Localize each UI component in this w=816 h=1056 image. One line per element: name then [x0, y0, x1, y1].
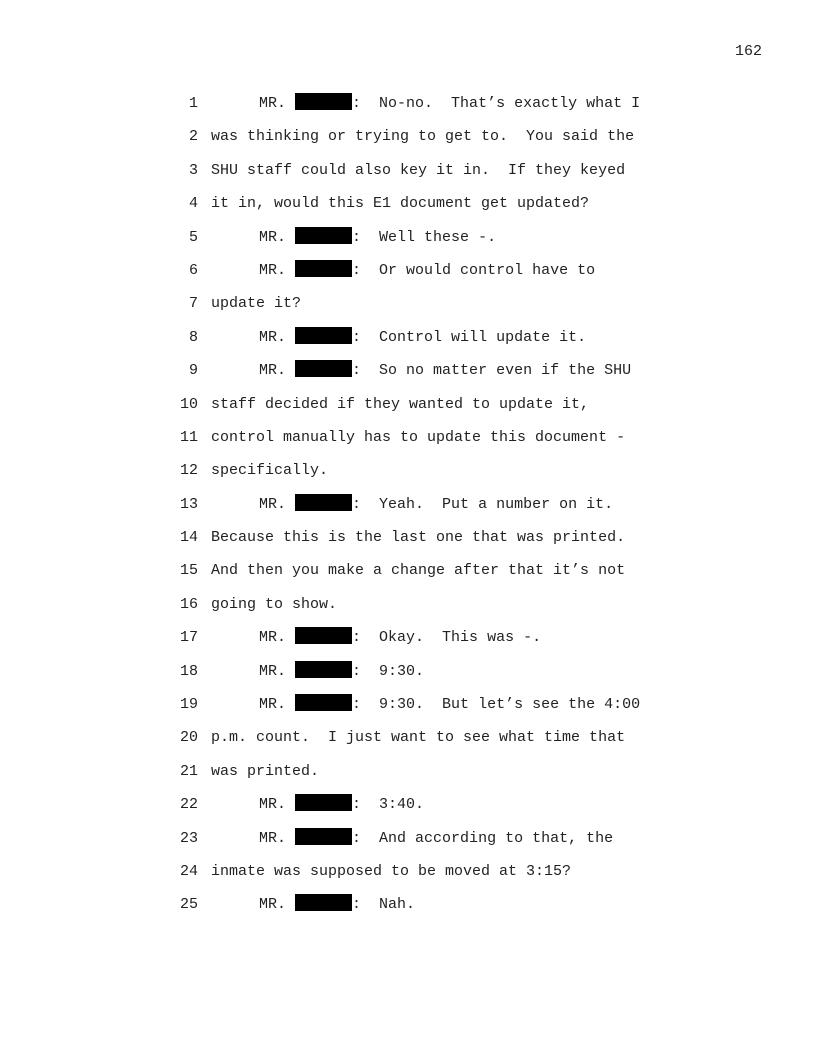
line-number: 18: [179, 662, 198, 680]
transcript-line: [0, 254, 816, 287]
line-number: 25: [179, 896, 198, 914]
redaction-box: [295, 794, 352, 811]
page-number: 162: [734, 43, 762, 60]
redaction-box: [295, 694, 352, 711]
spoken-text: control manually has to update this document -: [211, 428, 626, 446]
line-text: [211, 588, 337, 621]
transcript-line: [0, 554, 816, 587]
line-text: [211, 755, 319, 788]
transcript-line: [0, 354, 816, 387]
spoken-text: update it?: [211, 295, 302, 313]
line-text: MR. : Well these -.: [259, 228, 497, 246]
transcript-line: [0, 621, 816, 654]
speaker-label: MR.: [259, 495, 287, 513]
speaker-label: MR.: [259, 796, 287, 814]
speaker-label: MR.: [259, 629, 287, 647]
transcript-line: [0, 588, 816, 621]
transcript-body: [0, 87, 816, 922]
transcript-line: [0, 321, 816, 354]
line-number: 5: [188, 228, 198, 246]
redaction-box: [295, 93, 352, 110]
speaker-label: MR.: [259, 662, 287, 680]
line-text: MR. : 9:30. But let’s see the 4:00: [259, 696, 641, 714]
spoken-text: was thinking or trying to get to. You said the: [211, 128, 635, 146]
spoken-text: going to show.: [211, 595, 338, 613]
speaker-label: MR.: [259, 829, 287, 847]
redaction-box: [295, 894, 352, 911]
spoken-text: 9:30.: [379, 662, 425, 680]
line-text: [211, 855, 571, 888]
spoken-text: specifically.: [211, 462, 329, 480]
transcript-line: [0, 788, 816, 821]
redaction-box: [295, 627, 352, 644]
line-number: 1: [188, 95, 198, 112]
spoken-text: SHU staff could also key it in. If they keyed: [211, 161, 626, 179]
transcript-line: [0, 488, 816, 521]
line-number: 13: [179, 495, 198, 513]
line-text: [211, 554, 625, 587]
redaction-box: [295, 828, 352, 845]
spoken-text: p.m. count. I just want to see what time that: [211, 729, 626, 747]
line-number: 4: [188, 195, 198, 213]
line-number: 7: [188, 295, 198, 313]
line-number: 24: [179, 862, 198, 880]
line-number: 23: [179, 829, 198, 847]
line-number: 6: [188, 261, 198, 279]
transcript-line: [0, 855, 816, 888]
line-number: 20: [179, 729, 198, 747]
speaker-label: MR.: [259, 896, 287, 914]
line-number: 10: [179, 395, 198, 413]
line-number: 14: [179, 529, 198, 547]
redaction-box: [295, 661, 352, 678]
transcript-line: [0, 421, 816, 454]
transcript-line: [0, 755, 816, 788]
redaction-box: [295, 494, 352, 511]
line-number: 12: [179, 462, 198, 480]
line-number: 3: [188, 161, 198, 179]
redaction-box: [295, 227, 352, 244]
line-text: MR. : 9:30.: [259, 662, 425, 680]
speaker-label: MR.: [259, 696, 287, 714]
spoken-text: it in, would this E1 document get updated?: [211, 195, 590, 213]
redaction-box: [295, 327, 352, 344]
transcript-line: [0, 87, 816, 120]
line-text: MR. : And according to that, the: [259, 829, 614, 847]
line-number: 9: [188, 362, 198, 380]
line-text: [211, 388, 589, 421]
spoken-text: No-no. That’s exactly what I: [379, 95, 641, 112]
line-text: [211, 454, 328, 487]
line-text: MR. : Yeah. Put a number on it.: [259, 495, 614, 513]
line-number: 21: [179, 762, 198, 780]
transcript-line: [0, 154, 816, 187]
transcript-line: [0, 521, 816, 554]
spoken-text: staff decided if they wanted to update it,: [211, 395, 590, 413]
transcript-line: [0, 655, 816, 688]
spoken-text: Because this is the last one that was printed.: [211, 529, 626, 547]
line-number: 17: [179, 629, 198, 647]
spoken-text: So no matter even if the SHU: [379, 362, 632, 380]
line-text: [211, 421, 625, 454]
spoken-text: 3:40.: [379, 796, 425, 814]
line-number: 16: [179, 595, 198, 613]
transcript-line: [0, 120, 816, 153]
line-number: 11: [179, 428, 198, 446]
spoken-text: inmate was supposed to be moved at 3:15?: [211, 862, 572, 880]
line-text: [211, 120, 634, 153]
line-text: [211, 187, 589, 220]
line-number: 15: [179, 562, 198, 580]
line-text: MR. : Okay. This was -.: [259, 629, 542, 647]
line-number: 2: [188, 128, 198, 146]
transcript-line: [0, 287, 816, 320]
spoken-text: Yeah. Put a number on it.: [379, 495, 614, 513]
redaction-box: [295, 360, 352, 377]
line-number: 8: [188, 328, 198, 346]
spoken-text: Or would control have to: [379, 261, 596, 279]
transcript-line: [0, 221, 816, 254]
spoken-text: Okay. This was -.: [379, 629, 542, 647]
transcript-line: [0, 688, 816, 721]
speaker-label: MR.: [259, 362, 287, 380]
line-text: MR. : Control will update it.: [259, 328, 587, 346]
line-text: [211, 154, 625, 187]
spoken-text: Control will update it.: [379, 328, 587, 346]
transcript-line: [0, 187, 816, 220]
line-text: MR. : No-no. That’s exactly what I: [259, 95, 641, 112]
speaker-label: MR.: [259, 261, 287, 279]
transcript-line: [0, 721, 816, 754]
speaker-label: MR.: [259, 228, 287, 246]
spoken-text: was printed.: [211, 762, 320, 780]
transcript-line: [0, 888, 816, 921]
transcript-line: [0, 822, 816, 855]
speaker-label: MR.: [259, 95, 287, 112]
line-text: [211, 287, 301, 320]
line-text: MR. : Nah.: [259, 896, 416, 914]
spoken-text: Nah.: [379, 896, 416, 914]
redaction-box: [295, 260, 352, 277]
spoken-text: 9:30. But let’s see the 4:00: [379, 696, 641, 714]
line-text: [211, 521, 625, 554]
line-text: MR. : So no matter even if the SHU: [259, 362, 632, 380]
spoken-text: Well these -.: [379, 228, 497, 246]
spoken-text: And according to that, the: [379, 829, 614, 847]
line-number: 19: [179, 696, 198, 714]
transcript-line: [0, 454, 816, 487]
line-text: MR. : 3:40.: [259, 796, 425, 814]
line-number: 22: [179, 796, 198, 814]
spoken-text: And then you make a change after that it’s not: [211, 562, 626, 580]
speaker-label: MR.: [259, 328, 287, 346]
transcript-line: [0, 388, 816, 421]
line-text: [211, 721, 625, 754]
line-text: MR. : Or would control have to: [259, 261, 596, 279]
